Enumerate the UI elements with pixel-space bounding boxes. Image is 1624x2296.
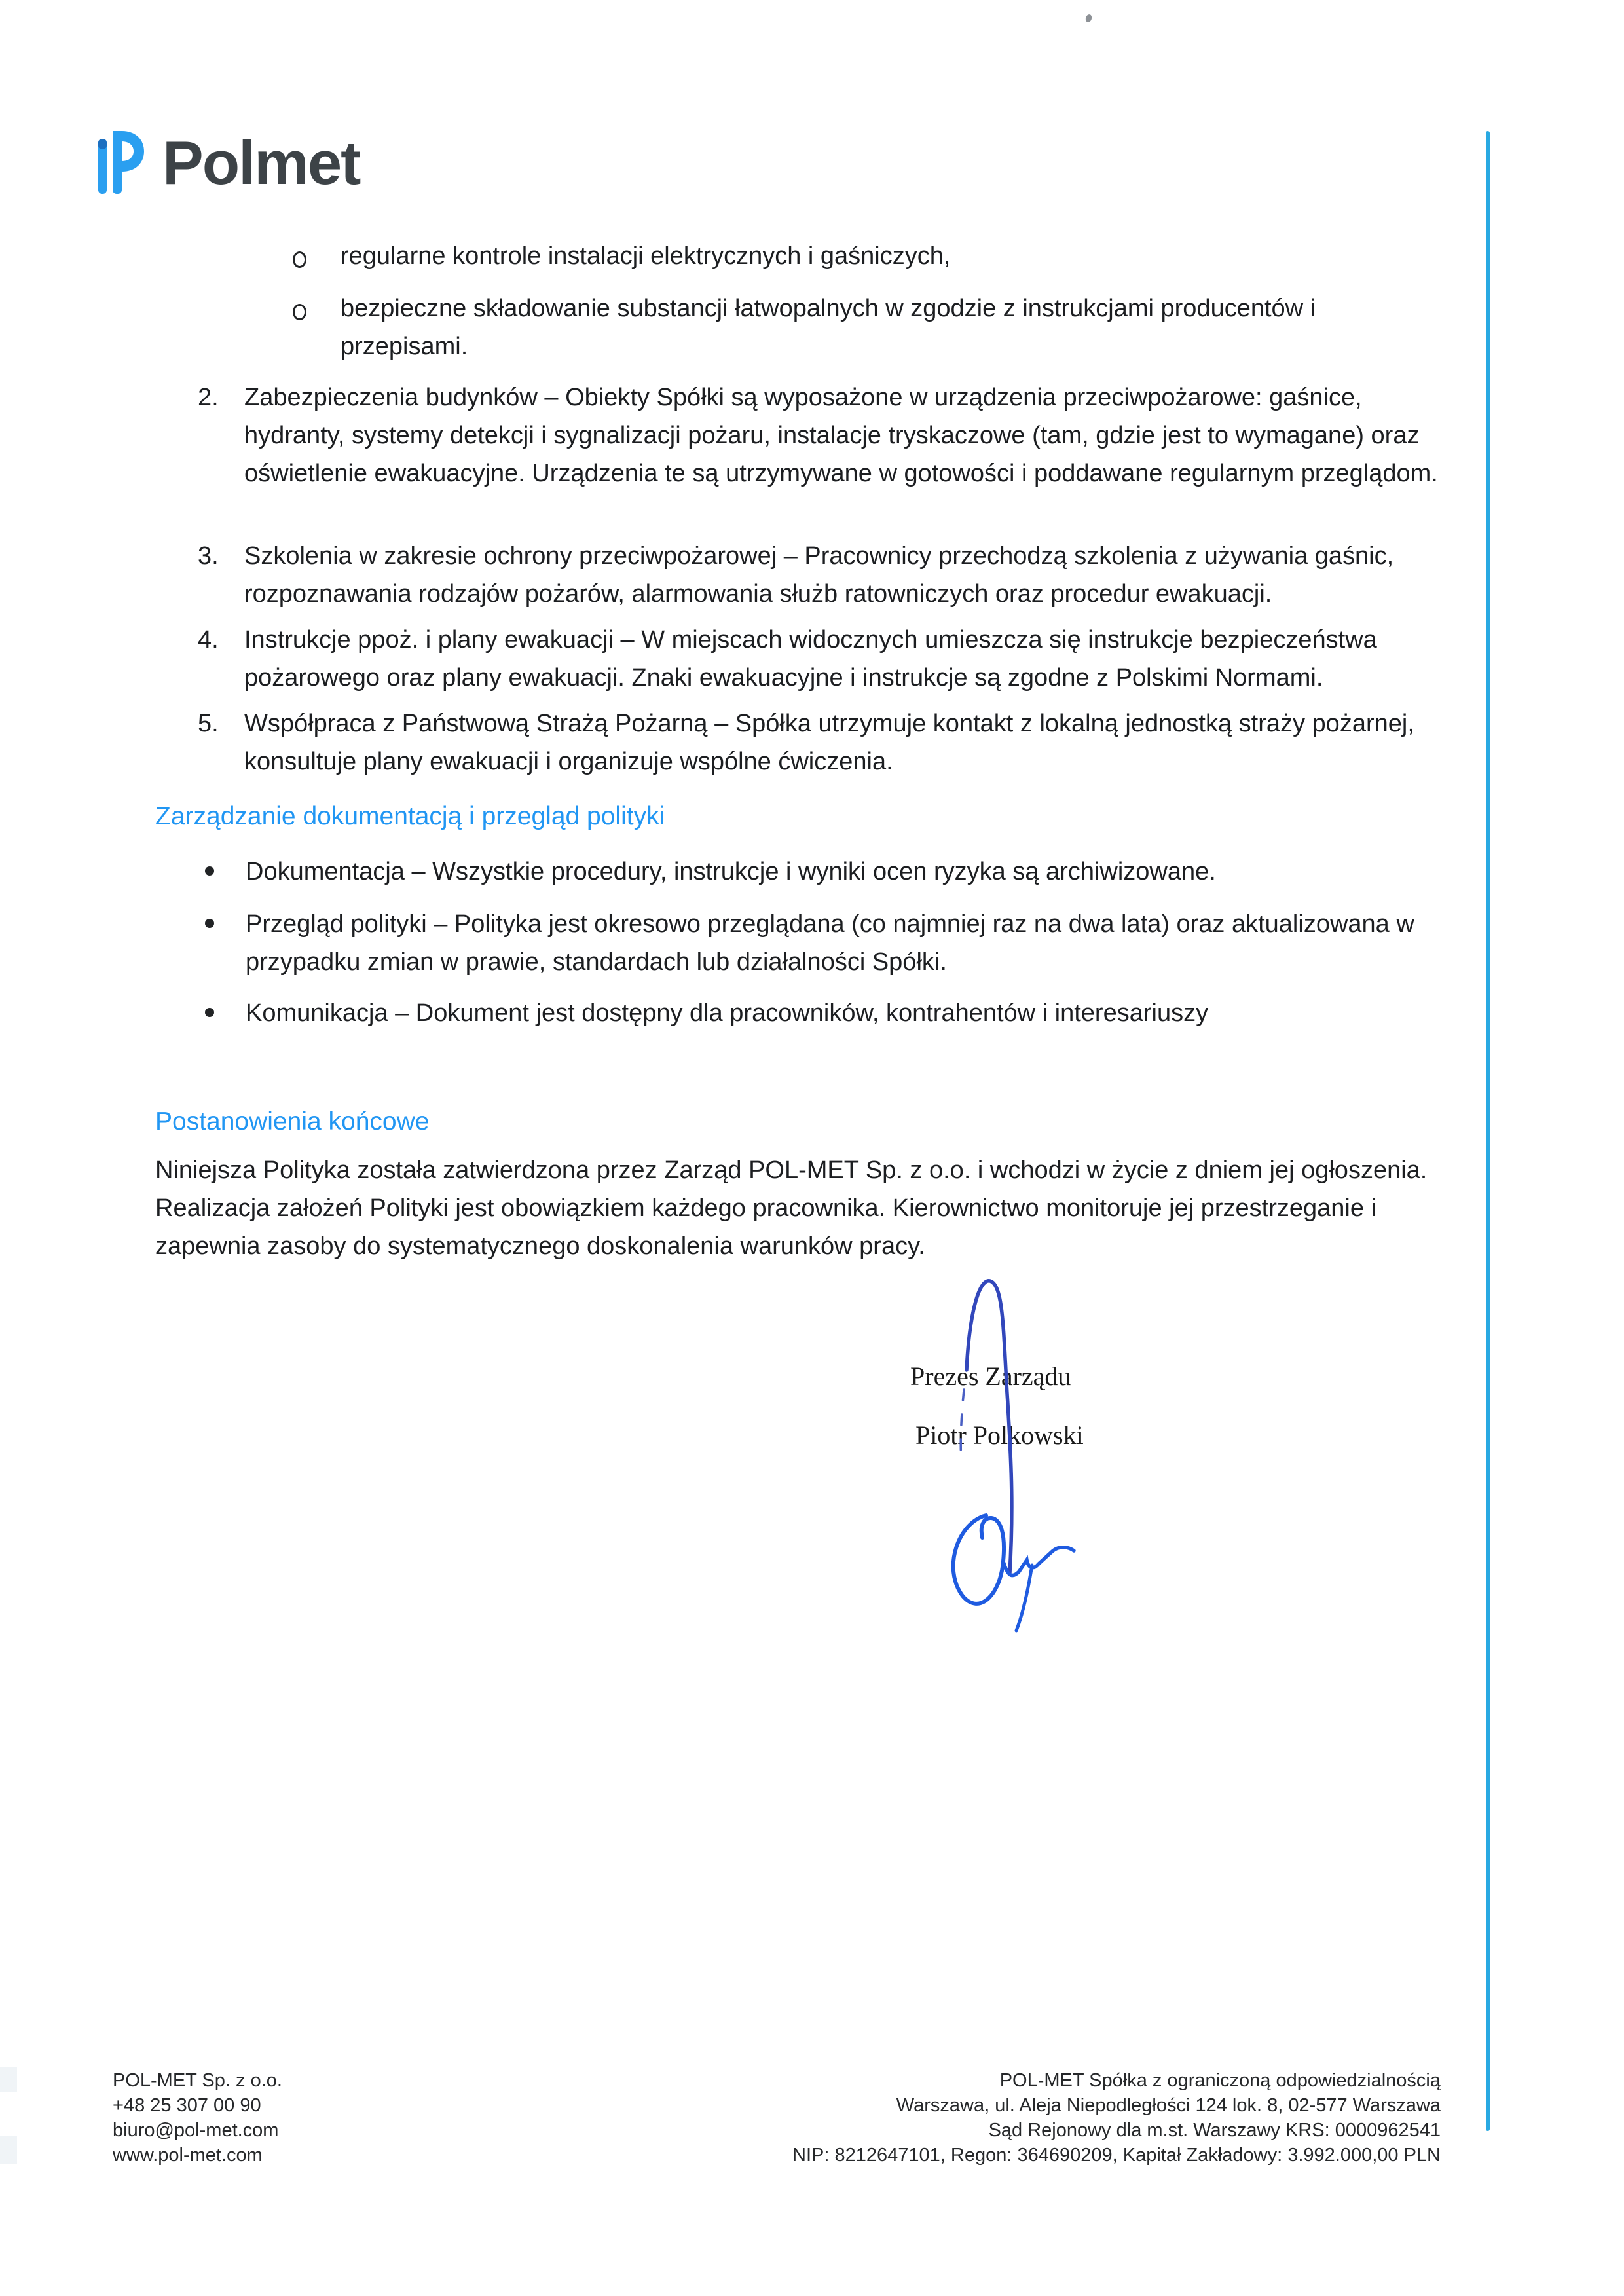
circle-bullet-icon [293,304,306,320]
section-heading-doc-management: Zarządzanie dokumentacją i przegląd polityki [155,802,665,830]
dot-bullet-icon [205,919,214,928]
signatory-role: Prezes Zarządu [910,1361,1071,1391]
list-number: 5. [198,710,219,737]
list-item: regularne kontrole instalacji elektrycznych i gaśniczych, [341,242,951,270]
scan-speck [1084,14,1092,23]
section-heading-final-provisions: Postanowienia końcowe [155,1107,430,1136]
list-item: Instrukcje ppoż. i plany ewakuacji – W miejscach widocznych umieszcza się instrukcje bezpieczeństwa pożarowego oraz plany ewakuacji. Znaki ewakuacyjne i instrukcje są zgodne z Polskimi Normami. [244,626,1377,692]
footer-nip-regon-capital: NIP: 8212647101, Regon: 364690209, Kapitał Zakładowy: 3.992.000,00 PLN [792,2145,1441,2166]
logo-text: Polmet [162,128,360,197]
dot-bullet-icon [205,866,214,876]
polmet-logo-icon [97,130,148,195]
footer-left-block [113,2068,282,2168]
footer-right-block [524,2068,1441,2168]
right-edge-accent-line [1486,131,1490,2131]
footer-address: Warszawa, ul. Aleja Niepodległości 124 lok. 8, 02-577 Warszawa [896,2095,1441,2116]
dot-bullet-icon [205,1008,214,1017]
list-number: 4. [198,626,219,654]
list-item: Dokumentacja – Wszystkie procedury, instrukcje i wyniki ocen ryzyka są archiwizowane. [246,858,1216,885]
list-item: Przegląd polityki – Polityka jest okresowo przeglądana (co najmniej raz na dwa lata) oraz aktualizowana w przypadku zmian w prawie, standardach lub działalności Spółki. [246,910,1414,976]
list-number: 3. [198,542,219,570]
list-item: Współpraca z Państwową Strażą Pożarną – Spółka utrzymuje kontakt z lokalną jednostką straży pożarnej, konsultuje plany ewakuacji i organizuje wspólne ćwiczenia. [244,710,1414,775]
footer-court-krs: Sąd Rejonowy dla m.st. Warszawy KRS: 0000962541 [988,2120,1441,2141]
left-edge-scan-mark [0,2067,17,2092]
list-item: Szkolenia w zakresie ochrony przeciwpożarowej – Pracownicy przechodzą szkolenia z używania gaśnic, rozpoznawania rodzajów pożarów, alarmowania służb ratowniczych oraz procedur ewakuacji. [244,542,1394,608]
signatory-name: Piotr Polkowski [915,1420,1084,1450]
footer-email[interactable]: biuro@pol-met.com [113,2120,279,2141]
list-item: bezpieczne składowanie substancji łatwopalnych w zgodzie z instrukcjami producentów i przepisami. [341,295,1316,360]
list-item: Komunikacja – Dokument jest dostępny dla pracowników, kontrahentów i interesariuszy [246,999,1209,1027]
list-number: 2. [198,384,219,411]
list-item: Zabezpieczenia budynków – Obiekty Spółki są wyposażone w urządzenia przeciwpożarowe: gaśnice, hydranty, systemy detekcji i sygnalizacji pożaru, instalacje tryskaczowe (tam, gdzie jest to wymagane) oraz oświetlenie ewakuacyjne. Urządzenia te są utrzymywane w gotowości i poddawane regularnym przeglądom. [244,384,1438,487]
footer-website[interactable]: www.pol-met.com [113,2145,263,2166]
handwritten-signature [904,1265,1139,1635]
left-edge-scan-mark [0,2136,17,2164]
circle-bullet-icon [293,251,306,268]
final-provisions-paragraph: Niniejsza Polityka została zatwierdzona przez Zarząd POL-MET Sp. z o.o. i wchodzi w życie z dniem jej ogłoszenia. Realizacja założeń Polityki jest obowiązkiem każdego pracownika. Kierownictwo monitoruje jej przestrzeganie i zapewnia zasoby do systematycznego doskonalenia warunków pracy. [155,1157,1428,1260]
footer-company-short: POL-MET Sp. z o.o. [113,2070,282,2091]
footer-company-full: POL-MET Spółka z ograniczoną odpowiedzialnością [999,2070,1441,2091]
company-logo [97,130,360,195]
footer-phone[interactable]: +48 25 307 00 90 [113,2095,261,2116]
